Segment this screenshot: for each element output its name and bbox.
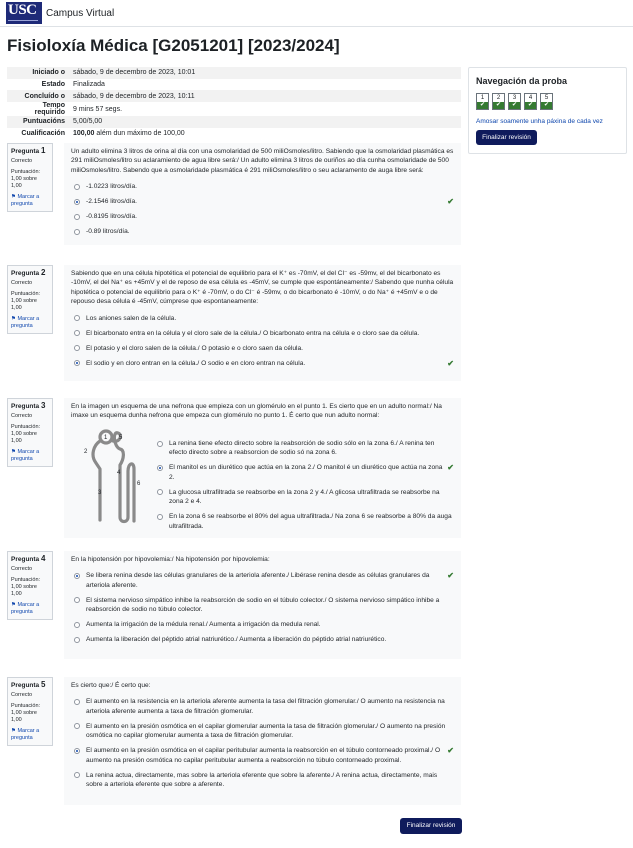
answer-label: Aumenta la liberación del péptido atrial natriurético./ Aumenta a liberación do péptido atrial natriurético. [86, 636, 387, 644]
answer-option[interactable] [154, 512, 454, 531]
finish-review-button[interactable]: Finalizar revisión [476, 130, 537, 145]
attempt-summary-table [7, 67, 461, 139]
figure-label-6: 6 [137, 481, 141, 487]
question-grade [11, 169, 49, 190]
question-nav-button-3[interactable] [508, 93, 521, 110]
summary-key: Concluído o [24, 92, 65, 100]
question-grade [11, 424, 49, 445]
answer-radio[interactable] [74, 573, 80, 579]
question-number [11, 147, 49, 155]
answer-radio[interactable] [74, 748, 80, 754]
flag-label: Marcar a pregunta [11, 449, 40, 462]
answer-radio[interactable] [74, 360, 80, 366]
summary-key: Puntuacións [22, 118, 65, 126]
flag-question-link[interactable] [11, 316, 49, 330]
summary-value: Finalizada [73, 81, 105, 89]
answer-option[interactable] [71, 227, 454, 236]
answer-label: El manitol es un diurético que actúa en la zona 2./ O manitol é un diurético que actúa na zona 2. [169, 464, 443, 481]
nephron-diagram [80, 425, 150, 527]
answer-radio[interactable] [74, 214, 80, 220]
answer-options [71, 571, 454, 644]
flag-icon: ⚑ [11, 316, 16, 322]
question-info-1 [7, 143, 53, 212]
question-state: Correcto [11, 158, 33, 164]
summary-value-rest: além dun máximo de 100,00 [94, 130, 185, 138]
answer-radio[interactable] [157, 489, 163, 495]
logo-underline [8, 20, 38, 23]
page-title: Fisioloxía Médica [G2051201] [2023/2024] [7, 36, 340, 55]
answer-option[interactable] [154, 439, 454, 458]
answer-option[interactable] [71, 771, 454, 790]
tubule-shape [111, 433, 134, 522]
question-info-4 [7, 551, 53, 620]
question-number-value: 4 [40, 554, 46, 563]
flag-question-link[interactable] [11, 449, 49, 463]
question-content-1 [64, 143, 461, 245]
answer-label: En la zona 6 se reabsorbe el 80% del agua ultrafiltrada./ Na zona 6 se reabsorbe a 80% da auga ultrafiltrada. [169, 513, 452, 530]
answer-label: El aumento en la resistencia en la arteriola aferente aumenta la tasa del filtración glomerular./ O aumento na resistencia na arteriola aferente aumenta a taxa de filtración glomerular. [86, 698, 445, 715]
question-content-5 [64, 677, 461, 805]
correct-check-icon: ✔ [509, 102, 520, 109]
answer-label: Los aniones salen de la célula. [86, 314, 177, 322]
summary-value: 9 mins 57 segs. [73, 105, 123, 113]
answer-option[interactable] [71, 344, 454, 353]
correct-check-icon: ✔ [447, 746, 454, 756]
question-prefix: Pregunta [11, 270, 40, 277]
answer-radio[interactable] [74, 622, 80, 628]
question-state: Correcto [11, 566, 33, 572]
answer-radio[interactable] [74, 315, 80, 321]
question-nav-button-2[interactable] [492, 93, 505, 110]
question-grade [11, 291, 49, 312]
grade-value: 1,00 sobre 1,00 [11, 584, 37, 597]
question-number-value: 3 [40, 401, 46, 410]
question-number [11, 402, 49, 410]
answer-label: La renina tiene efecto directo sobre la reabsorción de sodio sólo en la zona 6./ A renina ten efecto directo sobre a reabsorcion de sodio só na zona 6. [169, 440, 435, 457]
question-nav-number: 3 [512, 95, 517, 101]
summary-key: Tempo requirido [34, 102, 65, 117]
question-nav-number: 2 [496, 95, 501, 101]
summary-value: sábado, 9 de decembro de 2023, 10:11 [73, 92, 195, 100]
answer-option[interactable] [154, 463, 454, 482]
answer-option[interactable] [71, 746, 454, 765]
answer-label: -2.1546 litros/día. [86, 198, 137, 206]
question-number [11, 555, 49, 563]
correct-check-icon: ✔ [447, 197, 454, 207]
summary-value [69, 128, 461, 140]
answer-option[interactable] [71, 314, 454, 323]
answer-label: El sodio y en cloro entran en la célula./ O sodio e en cloro entran na célula. [86, 359, 306, 367]
site-name[interactable]: Campus Virtual [46, 8, 115, 19]
grade-label: Puntuación: [11, 703, 41, 709]
answer-label: -0.89 litros/día. [86, 228, 130, 236]
quiz-navigation-block [468, 67, 627, 154]
question-text: Un adulto elimina 3 litros de orina al día con una osmolaridad de 500 miliOsmoles/litro. Sabiendo que la osmolaridad plasmática es 291 miliOsmoles/litro su aclaramiento de agua libre será:/ Un adulto elimina 3 litros de ouriños ao día cunha osmolaridade de 500 miliOsmoles/litro. Sabendo que a osmolaridade plasmática é 291 miliOsmoles/litro o seu aclaramento de auga libre será: [71, 148, 454, 174]
collecting-duct-shape [93, 441, 100, 520]
correct-check-icon: ✔ [447, 358, 454, 368]
answer-option[interactable] [71, 182, 454, 191]
question-nav-number: 4 [528, 95, 533, 101]
answer-options [71, 697, 454, 789]
grade-value: 1,00 sobre 1,00 [11, 431, 37, 444]
correct-check-icon: ✔ [493, 102, 504, 109]
summary-row [7, 102, 461, 116]
correct-check-icon: ✔ [541, 102, 552, 109]
question-state: Correcto [11, 692, 33, 698]
grade-label: Puntuación: [11, 169, 41, 175]
answer-radio[interactable] [74, 229, 80, 235]
flag-question-link[interactable] [11, 602, 49, 616]
flag-label: Marcar a pregunta [11, 728, 40, 741]
figure-label-5: 5 [119, 435, 123, 441]
summary-key: Iniciado o [32, 69, 65, 77]
question-number-value: 1 [40, 146, 46, 155]
summary-value: 5,00/5,00 [73, 118, 103, 126]
flag-icon: ⚑ [11, 194, 16, 200]
answer-label: El sistema nervioso simpático inhibe la reabsorción de sodio en el túbulo colector./ O sistema nervioso simpático inhibe a reabsorción de sodio no túbulo colector. [86, 596, 440, 614]
grade-label: Puntuación: [11, 577, 41, 583]
question-nav-button-5[interactable] [540, 93, 553, 110]
question-info-5 [7, 677, 53, 746]
question-text: En la hipotensión por hipovolemia:/ Na hipotensión por hipovolemia: [71, 556, 270, 563]
question-info-3 [7, 398, 53, 467]
question-number [11, 269, 49, 277]
answer-label: La glucosa ultrafiltrada se reabsorbe en la zona 2 y 4./ A glicosa ultrafiltrada se reabsorbe na zona 2 e 4. [169, 488, 440, 506]
grade-label: Puntuación: [11, 424, 41, 430]
quiz-navigation-title: Navegación da proba [476, 76, 568, 86]
question-nav-number: 1 [480, 95, 485, 101]
summary-value-bold: 100,00 [73, 130, 95, 138]
answer-label: La renina actua, directamente, mas sobre la arteriola eferente que sobre la aferente./ A renina actua, directamente, mais sobre a arteriola eferente que sobre a aferente. [86, 771, 438, 789]
answer-label: Aumenta la irrigación de la médula renal./ Aumenta a irrigación da medula renal. [86, 621, 321, 629]
question-number [11, 681, 49, 689]
answer-option[interactable] [71, 722, 454, 741]
question-grade [11, 703, 49, 724]
correct-check-icon: ✔ [447, 463, 454, 473]
answer-radio[interactable] [74, 699, 80, 705]
flag-question-link[interactable] [11, 194, 49, 208]
question-nav-number: 5 [544, 95, 549, 101]
figure-label-3: 3 [98, 490, 102, 496]
grade-value: 1,00 sobre 1,00 [11, 298, 37, 311]
flag-label: Marcar a pregunta [11, 602, 40, 615]
summary-row [7, 90, 461, 102]
finish-review-bottom-button[interactable]: Finalizar revisión [400, 818, 462, 834]
answer-option[interactable] [71, 197, 454, 206]
answer-option[interactable] [154, 488, 454, 507]
answer-option[interactable] [71, 596, 454, 615]
answer-option[interactable] [71, 635, 454, 644]
question-nav-button-4[interactable] [524, 93, 537, 110]
question-text: En la imagen un esquema de una nefrona que empieza con un glomérulo en el punto 1. Es cierto que en un adulto normal:/ Na imaxe un esquema dunha nefrona que empeza cun glomérulo no punto 1. É certo que nun adulto normal: [71, 403, 442, 420]
answer-label: El potasio y el cloro salen de la célula./ O potasio e o cloro saen da célula. [86, 344, 303, 352]
question-state: Correcto [11, 413, 33, 419]
answer-label: El aumento en la presión osmótica en el capilar peritubular aumenta la reabsorción en el túbulo contorneado proximal./ O aumento na presión osmótica no capilar peritubular aumenta a reabsorción no túbulo contorneado proximal. [86, 747, 441, 764]
summary-row [7, 116, 461, 128]
grade-value: 1,00 sobre 1,00 [11, 710, 37, 723]
flag-icon: ⚑ [11, 449, 16, 455]
answer-option[interactable] [71, 571, 454, 590]
answer-label: El bicarbonato entra en la célula y el cloro sale de la célula./ O bicarbonato entra na célula e o cloro sae da célula. [86, 329, 420, 337]
question-prefix: Pregunta [11, 148, 40, 155]
summary-value: sábado, 9 de decembro de 2023, 10:01 [73, 69, 196, 77]
summary-row [7, 128, 461, 140]
top-navbar [0, 0, 633, 27]
question-grade [11, 577, 49, 598]
answer-radio[interactable] [74, 345, 80, 351]
answer-radio[interactable] [74, 723, 80, 729]
answer-radio[interactable] [74, 199, 80, 205]
answer-radio[interactable] [157, 465, 163, 471]
question-text: Sabiendo que en una célula hipotética el potencial de equilibrio para el K⁺ es -70mV, el del Cl⁻ es -59mv, el del bicarbonato es -10mV, el del Na⁺ es +45mV y el de reposo de esa célula es -45mV, se cumple que espontáneamente:/ Sabendo que nunha célula hipotética o potencial de equilibrio para o K⁺ é -70mV, o do Cl⁻ é -59mv, o do bicarbonato é -10mV, o do Na⁺ é +45mV e o de repouso desa célula é -45mV, cúmprese que espontaneamente: [71, 270, 454, 306]
correct-check-icon: ✔ [477, 102, 488, 109]
answer-label: El aumento en la presión osmótica en el capilar glomerular aumenta la tasa de filtración glomerular./ O aumento na presión osmótica no capilar glomerular aumenta a taxa de filtración glomerular. [86, 722, 446, 740]
question-number-value: 2 [40, 268, 46, 277]
answer-radio[interactable] [157, 441, 163, 447]
summary-key: Estado [41, 81, 65, 89]
answer-radio[interactable] [74, 637, 80, 643]
question-prefix: Pregunta [11, 682, 40, 689]
logo-text: USC [8, 2, 37, 18]
grade-label: Puntuación: [11, 291, 41, 297]
correct-check-icon: ✔ [447, 571, 454, 581]
answer-option[interactable] [71, 212, 454, 221]
answer-radio[interactable] [74, 597, 80, 603]
flag-label: Marcar a pregunta [11, 194, 40, 207]
figure-label-2: 2 [84, 449, 88, 455]
answer-option[interactable] [71, 329, 454, 338]
answer-options [154, 439, 454, 537]
question-state: Correcto [11, 280, 33, 286]
usc-logo[interactable] [6, 2, 42, 24]
question-number-value: 5 [40, 680, 46, 689]
summary-row [7, 67, 461, 79]
flag-question-link[interactable] [11, 728, 49, 742]
answer-label: Se libera renina desde las células granulares de la arteriola aferente./ Libérase renina desde as células granulares da arteriola aferente. [86, 572, 430, 589]
question-content-2 [64, 265, 461, 381]
figure-label-4: 4 [117, 470, 121, 476]
answer-options [71, 314, 454, 368]
answer-radio[interactable] [157, 514, 163, 520]
question-prefix: Pregunta [11, 403, 40, 410]
summary-row [7, 79, 461, 91]
flag-icon: ⚑ [11, 728, 16, 734]
figure-label-1: 1 [104, 435, 108, 441]
answer-label: -1.0223 litros/día. [86, 183, 137, 191]
answer-label: -0.8195 litros/día. [86, 213, 137, 221]
question-nav-button-1[interactable] [476, 93, 489, 110]
answer-option[interactable] [71, 697, 454, 716]
question-prefix: Pregunta [11, 556, 40, 563]
question-info-2 [7, 265, 53, 334]
grade-value: 1,00 sobre 1,00 [11, 176, 37, 189]
show-one-page-link[interactable]: Amosar soamente unha páxina de cada vez [476, 118, 603, 125]
flag-label: Marcar a pregunta [11, 316, 40, 329]
answer-radio[interactable] [74, 184, 80, 190]
question-nav-buttons [476, 93, 553, 110]
answer-radio[interactable] [74, 772, 80, 778]
question-text: Es cierto que:/ É certo que: [71, 682, 151, 689]
flag-icon: ⚑ [11, 602, 16, 608]
answer-radio[interactable] [74, 330, 80, 336]
summary-key: Cualificación [21, 130, 65, 138]
answer-options [71, 182, 454, 236]
question-content-4 [64, 551, 461, 659]
answer-option[interactable] [71, 620, 454, 629]
answer-option[interactable] [71, 359, 454, 368]
correct-check-icon: ✔ [525, 102, 536, 109]
